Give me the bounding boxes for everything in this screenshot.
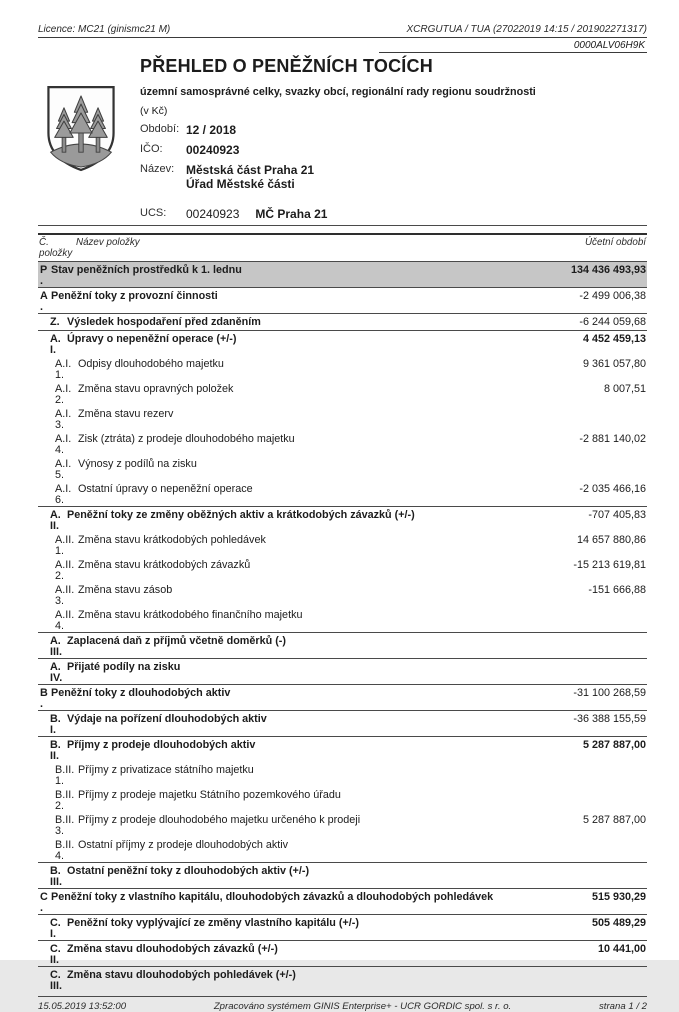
row-id: B. II. [50, 739, 61, 762]
table-row [38, 607, 647, 632]
row-value: 5 287 887,00 [582, 814, 646, 826]
row-name: Úpravy o nepeněžní operace (+/-) [67, 333, 237, 345]
row-id: A. III. [50, 635, 62, 658]
table-row [38, 837, 647, 862]
table-row [38, 710, 647, 736]
obdobi-label: Období: [140, 123, 180, 135]
row-value [529, 866, 647, 887]
table-header [38, 235, 647, 262]
row-value: 134 436 493,93 [570, 264, 646, 276]
row-id: A.I. 5. [55, 458, 72, 481]
row-id: A.II. 3. [55, 584, 75, 607]
row-value: -2 881 140,02 [579, 433, 646, 445]
row-value [529, 790, 647, 811]
row-name: Změna stavu krátkodobých pohledávek [78, 534, 266, 546]
row-id: A. IV. [50, 661, 63, 684]
field-ucs [140, 207, 647, 221]
table-row [38, 532, 647, 557]
table-row [38, 582, 647, 607]
table-row [38, 381, 647, 406]
page-subtitle: územní samosprávné celky, svazky obcí, regionální rady regionu soudržnosti [140, 86, 536, 98]
coat-of-arms-icon [44, 82, 118, 178]
row-id: B.II. 3. [55, 814, 75, 837]
row-id: A.I. 3. [55, 408, 72, 431]
row-name: Peněžní toky z dlouhodobých aktiv [51, 687, 231, 699]
row-name: Změna stavu rezerv [78, 408, 174, 420]
nazev-label: Název: [140, 163, 175, 175]
row-name: Přijaté podíly na zisku [67, 661, 181, 673]
table-row [38, 762, 647, 787]
row-value: -31 100 268,59 [573, 687, 646, 699]
column-header-name: Název položky [76, 237, 140, 248]
table-row [38, 632, 647, 658]
row-value: 8 007,51 [603, 383, 646, 395]
row-value: -36 388 155,59 [573, 713, 646, 725]
field-nazev [140, 163, 647, 191]
row-id: A. I. [50, 333, 61, 356]
row-id: B. III. [50, 865, 62, 888]
row-value: -707 405,83 [588, 509, 646, 521]
table-row [38, 431, 647, 456]
ucs-name: MČ Praha 21 [255, 207, 328, 221]
page-title: PŘEHLED O PENĚŽNÍCH TOCÍCH [140, 56, 433, 76]
row-value: 515 930,29 [591, 891, 646, 903]
row-name: Změna stavu dlouhodobých závazků (+/-) [67, 943, 278, 955]
row-name: Příjmy z prodeje majetku Státního pozemkového úřadu [78, 789, 341, 801]
row-id: A. II. [50, 509, 61, 532]
row-name: Peněžní toky vyplývající ze změny vlastního kapitálu (+/-) [67, 917, 359, 929]
ucs-label: UCS: [140, 207, 167, 219]
row-name: Peněžní toky ze změny oběžných aktiv a krátkodobých závazků (+/-) [67, 509, 415, 521]
row-id: C. III. [50, 969, 62, 992]
row-value: -2 035 466,16 [579, 483, 646, 495]
row-value [529, 636, 647, 657]
row-name: Změna stavu krátkodobých závazků [78, 559, 251, 571]
ico-label: IČO: [140, 143, 163, 155]
document-meta [38, 0, 647, 35]
nazev-line2: Úřad Městské části [186, 177, 295, 191]
row-name: Příjmy z prodeje dlouhodobých aktiv [67, 739, 256, 751]
row-value: 505 489,29 [591, 917, 646, 929]
row-value: -151 666,88 [588, 584, 646, 596]
currency-note: (v Kč) [140, 105, 168, 117]
row-name: Změna stavu dlouhodobých pohledávek (+/-) [67, 969, 296, 981]
table-row [38, 658, 647, 684]
row-name: Výsledek hospodaření před zdaněním [67, 316, 261, 328]
row-name: Peněžní toky z vlastního kapitálu, dlouhodobých závazků a dlouhodobých pohledávek [51, 891, 494, 903]
row-name: Peněžní toky z provozní činnosti [51, 290, 218, 302]
nazev-line1: Městská část Praha 21 [186, 163, 315, 177]
table-row [38, 287, 647, 313]
footer-datetime: 15.05.2019 13:52:00 [38, 1001, 127, 1012]
print-id-divider [379, 52, 647, 53]
row-value [529, 970, 647, 991]
row-id: B.II. 2. [55, 789, 75, 812]
document-footer [38, 996, 647, 1012]
row-value: -15 213 619,81 [573, 559, 646, 571]
row-name: Výnosy z podílů na zisku [78, 458, 197, 470]
row-value: -6 244 059,68 [579, 316, 646, 328]
row-value [529, 662, 647, 683]
row-id: C . [40, 891, 48, 914]
row-id: B.II. 4. [55, 839, 75, 862]
row-id: A.I. 1. [55, 358, 72, 381]
table-row [38, 557, 647, 582]
table-row [38, 812, 647, 837]
row-id: B.II. 1. [55, 764, 75, 787]
table-row [38, 456, 647, 481]
row-name: Zaplacená daň z příjmů včetně doměrků (-) [67, 635, 286, 647]
row-id: A.I. 2. [55, 383, 72, 406]
row-name: Změna stavu opravných položek [78, 383, 234, 395]
field-obdobi [140, 123, 647, 137]
licence-text: Licence: MC21 (ginismc21 M) [38, 24, 171, 35]
row-value: 4 452 459,13 [582, 333, 646, 345]
row-id: A.I. 4. [55, 433, 72, 456]
row-value [529, 409, 647, 430]
table-row [38, 262, 647, 287]
table-row [38, 914, 647, 940]
row-name: Změna stavu zásob [78, 584, 173, 596]
report-code-text: XCRGUTUA / TUA (27022019 14:15 / 201902271317) [406, 24, 647, 35]
table-row [38, 888, 647, 914]
row-name: Ostatní peněžní toky z dlouhodobých aktiv (+/-) [67, 865, 310, 877]
table-row [38, 966, 647, 992]
row-name: Ostatní příjmy z prodeje dlouhodobých aktiv [78, 839, 289, 851]
table-row [38, 862, 647, 888]
row-value: 5 287 887,00 [582, 739, 646, 751]
table-row [38, 356, 647, 381]
row-name: Změna stavu krátkodobého finančního majetku [78, 609, 303, 621]
column-header-value: Účetní období [584, 237, 646, 248]
row-value: 14 657 880,86 [576, 534, 646, 546]
row-id: B . [40, 687, 48, 710]
row-name: Odpisy dlouhodobého majetku [78, 358, 224, 370]
row-name: Výdaje na pořízení dlouhodobých aktiv [67, 713, 267, 725]
table-row [38, 684, 647, 710]
footer-system: Zpracováno systémem GINIS Enterprise+ - UCR GORDIC spol. s r. o. [213, 1001, 512, 1012]
row-id: C. II. [50, 943, 61, 966]
row-value [529, 840, 647, 861]
cash-flow-table [38, 233, 647, 992]
row-id: B. I. [50, 713, 61, 736]
row-value: 9 361 057,80 [582, 358, 646, 370]
row-value [529, 459, 647, 480]
table-row [38, 940, 647, 966]
ucs-value: 00240923 [186, 207, 240, 221]
table-row [38, 330, 647, 356]
table-body [38, 262, 647, 992]
row-name: Příjmy z privatizace státního majetku [78, 764, 254, 776]
row-id: C. I. [50, 917, 61, 940]
footer-page: strana 1 / 2 [599, 1001, 647, 1012]
row-value [529, 610, 647, 631]
table-row [38, 313, 647, 330]
row-name: Ostatní úpravy o nepeněžní operace [78, 483, 253, 495]
row-value [529, 765, 647, 786]
table-row [38, 736, 647, 762]
row-value: -2 499 006,38 [579, 290, 646, 302]
row-value: 10 441,00 [597, 943, 646, 955]
print-id: 0000ALV06H9K [573, 40, 645, 51]
row-id: A.II. 2. [55, 559, 75, 582]
row-name: Příjmy z prodeje dlouhodobého majetku určeného k prodeji [78, 814, 361, 826]
column-header-id: Č. položky [39, 237, 73, 259]
row-id: Z. [50, 316, 60, 328]
field-ico [140, 143, 647, 157]
row-id: A.I. 6. [55, 483, 72, 506]
table-row [38, 481, 647, 506]
nazev-value [186, 163, 314, 191]
row-id: A.II. 4. [55, 609, 75, 632]
ico-value: 00240923 [186, 143, 240, 157]
table-row [38, 787, 647, 812]
table-row [38, 406, 647, 431]
section-divider [38, 225, 647, 226]
row-id: A . [40, 290, 48, 313]
row-name: Stav peněžních prostředků k 1. lednu [51, 264, 242, 276]
row-id: P . [40, 264, 48, 287]
table-row [38, 506, 647, 532]
row-name: Zisk (ztráta) z prodeje dlouhodobého majetku [78, 433, 295, 445]
obdobi-value: 12 / 2018 [186, 123, 237, 137]
row-id: A.II. 1. [55, 534, 75, 557]
